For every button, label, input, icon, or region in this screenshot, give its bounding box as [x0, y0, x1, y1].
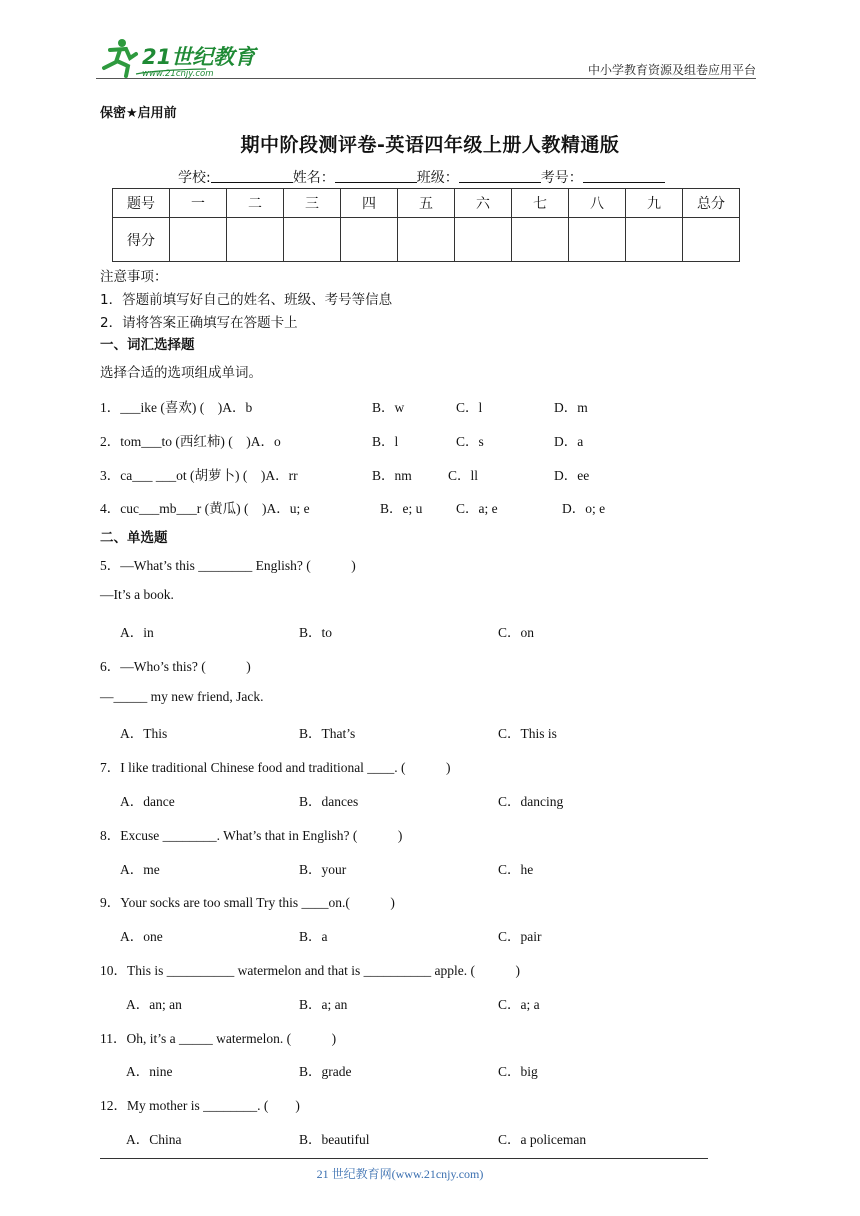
table-header-cell: 二: [227, 189, 284, 218]
option-b[interactable]: B．a; an: [299, 997, 348, 1012]
name-blank[interactable]: [335, 168, 417, 183]
page-title: 期中阶段测评卷-英语四年级上册人教精通版: [240, 134, 620, 156]
score-cell[interactable]: [284, 218, 341, 262]
score-table-header-row: [113, 189, 740, 218]
table-header-cell: 总分: [683, 189, 740, 218]
question-6-answer-line: —_____ my new friend, Jack.: [100, 689, 264, 704]
table-header-cell: 八: [569, 189, 626, 218]
section-1-instruction: 选择合适的选项组成单词。: [100, 365, 262, 381]
question-5-stem: 5．—What’s this ________ English? ( ): [100, 558, 356, 573]
score-table-score-row: [113, 218, 740, 262]
score-row-label: 得分: [113, 218, 170, 262]
table-header-cell: 五: [398, 189, 455, 218]
option-a[interactable]: A．dance: [120, 794, 175, 809]
option-d[interactable]: D．m: [554, 400, 588, 415]
option-b[interactable]: B．your: [299, 862, 347, 877]
option-a[interactable]: A．in: [120, 625, 154, 640]
table-header-cell: 题号: [113, 189, 170, 218]
footer-divider: [100, 1158, 708, 1159]
option-c[interactable]: C．s: [456, 434, 484, 449]
option-a[interactable]: A．me: [120, 862, 160, 877]
option-d[interactable]: D．ee: [554, 468, 590, 483]
note-item: 2．请将答案正确填写在答题卡上: [100, 315, 298, 331]
question-1-stem: 1．___ike (喜欢) ( )A．b: [100, 400, 253, 415]
option-b[interactable]: B．to: [299, 625, 333, 640]
option-c[interactable]: C．l: [456, 400, 483, 415]
exam-no-blank[interactable]: [583, 168, 665, 183]
score-table: [112, 188, 740, 262]
option-c[interactable]: C．ll: [448, 468, 479, 483]
option-c[interactable]: C．a; e: [456, 501, 498, 516]
score-cell[interactable]: [512, 218, 569, 262]
option-a[interactable]: A．nine: [126, 1064, 173, 1079]
notes-title: 注意事项：: [100, 269, 168, 285]
footer-link[interactable]: 21 世纪教育网(www.21cnjy.com): [316, 1167, 484, 1181]
question-12-stem: 12．My mother is ________. ( ): [100, 1098, 300, 1113]
option-c[interactable]: C．a policeman: [498, 1132, 587, 1147]
secret-label: 保密★启用前: [100, 106, 177, 121]
runner-icon: [104, 39, 136, 76]
name-label: 姓名：: [292, 170, 335, 186]
table-header-cell: 七: [512, 189, 569, 218]
score-cell[interactable]: [227, 218, 284, 262]
header-divider: [96, 78, 756, 79]
score-cell[interactable]: [170, 218, 227, 262]
table-header-cell: 四: [341, 189, 398, 218]
question-5-answer-line: —It’s a book.: [100, 587, 174, 602]
table-header-cell: 一: [170, 189, 227, 218]
logo-text: 21世纪教育: [142, 45, 256, 69]
question-2-stem: 2．tom___to (西红柿) ( )A．o: [100, 434, 281, 449]
logo: [96, 36, 266, 80]
question-10-stem: 10．This is __________ watermelon and that is __________ apple. ( ): [100, 963, 520, 978]
option-a[interactable]: A．an; an: [126, 997, 182, 1012]
option-b[interactable]: B．a: [299, 929, 328, 944]
option-b[interactable]: B．dances: [299, 794, 359, 809]
question-9-stem: 9．Your socks are too small Try this ____on.( ): [100, 895, 395, 910]
option-b[interactable]: B．e; u: [380, 501, 423, 516]
score-cell[interactable]: [341, 218, 398, 262]
option-b[interactable]: B．l: [372, 434, 399, 449]
option-a[interactable]: A．China: [126, 1132, 182, 1147]
platform-name: 中小学教育资源及组卷应用平台: [587, 63, 756, 77]
option-c[interactable]: C．a; a: [498, 997, 540, 1012]
score-cell[interactable]: [683, 218, 740, 262]
question-6-stem: 6．—Who’s this? ( ): [100, 659, 251, 674]
student-info: [178, 167, 665, 187]
option-a[interactable]: A．one: [120, 929, 163, 944]
question-3-stem: 3．ca___ ___ot (胡萝卜) ( )A．rr: [100, 468, 298, 483]
section-2-title: 二、单选题: [100, 530, 168, 546]
option-b[interactable]: B．w: [372, 400, 405, 415]
option-c[interactable]: C．This is: [498, 726, 557, 741]
option-c[interactable]: C．he: [498, 862, 534, 877]
school-label: 学校:: [178, 170, 211, 186]
score-cell[interactable]: [569, 218, 626, 262]
exam-no-label: 考号：: [540, 170, 583, 186]
option-b[interactable]: B．nm: [372, 468, 412, 483]
option-b[interactable]: B．beautiful: [299, 1132, 370, 1147]
option-c[interactable]: C．pair: [498, 929, 542, 944]
section-1-title: 一、词汇选择题: [100, 337, 195, 353]
option-b[interactable]: B．That’s: [299, 726, 356, 741]
score-cell[interactable]: [626, 218, 683, 262]
score-cell[interactable]: [455, 218, 512, 262]
question-4-stem: 4．cuc___mb___r (黄瓜) ( )A．u; e: [100, 501, 310, 516]
school-blank[interactable]: [211, 168, 293, 183]
class-blank[interactable]: [459, 168, 541, 183]
table-header-cell: 六: [455, 189, 512, 218]
option-c[interactable]: C．dancing: [498, 794, 564, 809]
table-header-cell: 九: [626, 189, 683, 218]
option-b[interactable]: B．grade: [299, 1064, 352, 1079]
question-7-stem: 7．I like traditional Chinese food and traditional ____. ( ): [100, 760, 451, 775]
option-d[interactable]: D．a: [554, 434, 584, 449]
table-header-cell: 三: [284, 189, 341, 218]
question-11-stem: 11．Oh, it’s a _____ watermelon. ( ): [100, 1031, 337, 1046]
note-item: 1．答题前填写好自己的姓名、班级、考号等信息: [100, 292, 393, 308]
class-label: 班级：: [416, 170, 459, 186]
score-cell[interactable]: [398, 218, 455, 262]
option-d[interactable]: D．o; e: [562, 501, 606, 516]
option-c[interactable]: C．on: [498, 625, 535, 640]
question-8-stem: 8．Excuse ________. What’s that in English? ( ): [100, 828, 403, 843]
logo-url: www.21cnjy.com: [142, 69, 214, 79]
option-a[interactable]: A．This: [120, 726, 168, 741]
option-c[interactable]: C．big: [498, 1064, 538, 1079]
